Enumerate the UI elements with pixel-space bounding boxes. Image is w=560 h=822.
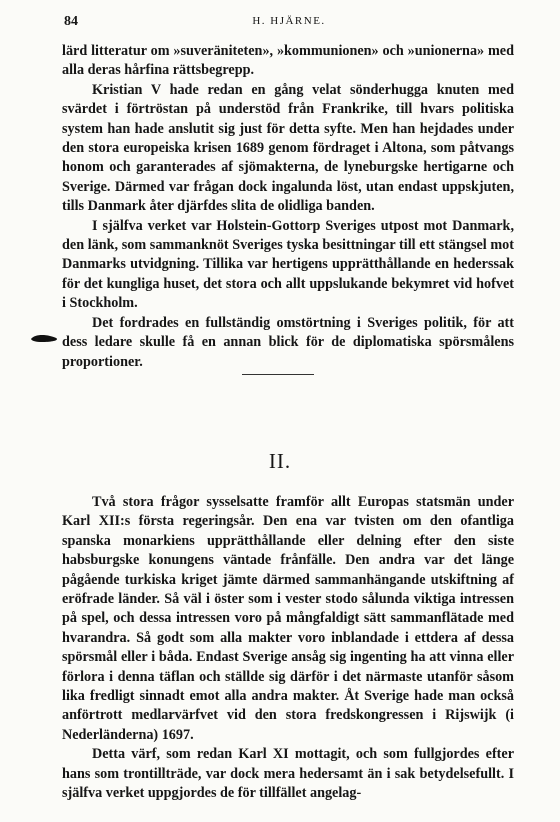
- paragraph-continuation: lärd litteratur om »suveräniteten», »kommunionen» och »unionerna» med alla deras hårfina rättsbegrepp.: [62, 43, 514, 79]
- paragraph-kristian-v: Kristian V hade redan en gång velat sönderhugga knuten med svärdet i förtröstan på understöd från Frankrike, till hvars politiska system han hade anslutit sig just för detta syfte. Men han hejdades under den stora europeiska krisen 1689 genom fördraget i Altona, som påtvangs honom och garanterades af sjömakterna, de lyneburgske hertigarne och Sverige. Därmed var frågan dock ingalunda löst, utan endast uppskjuten, tills Danmark åter djärfdes slita de olidliga banden.: [62, 81, 514, 215]
- page-number: 84: [64, 14, 78, 29]
- ink-blot-mark: [30, 334, 58, 343]
- paragraph-policy-change: Det fordrades en fullständig omstörtning i Sveriges politik, för att dess ledare skulle få en annan blick för de diplomatiska spörsmålens proportioner.: [62, 314, 514, 370]
- page-header: [64, 14, 514, 30]
- section-heading: II.: [268, 449, 292, 473]
- section-divider-rule: [242, 374, 314, 375]
- paragraph-two-questions: Två stora frågor sysselsatte framför allt Europas statsmän under Karl XII:s första regeringsår. Den ena var tvisten om den ofantliga spanska monarkiens upprätthållande eller delning efter den siste habsburgske konungens väntade frånfälle. Den andra var det länge pågående turkiska kriget jämte därmed sammanhängande utskiftning af eröfrade länder. Så väl i öster som i vester stodo sålunda viktiga intressen på spel, och dessa intressen voro på mångfaldigt sätt sammanflätade med hvarandra. Så godt som alla makter voro inblandade i ettdera af dessa spörsmål eller i båda. Endast Sverige ansåg sig ingenting ha att vinna eller förlora i denna täflan och ställde sig därför i det närmaste utanför såsom lika fredligt sinnadt emot alla andra makter. Åt Sverige hade man också anförtrott medlarvärfvet vid den stora fredskongressen i Rijswijk (i Nederländerna) 1697.: [62, 494, 514, 743]
- paragraph-holstein-gottorp: I själfva verket var Holstein-Gottorp Sveriges utpost mot Danmark, den länk, som sammanknöt Sveriges tyska besittningar till ett stängsel mot Danmarks utvidgning. Tillika var hertigens upprätthållande en hederssak för det kungliga huset, det stora och allt uppslukande bekymret vid hofvet i Stockholm.: [62, 217, 514, 312]
- running-head: H. HJÄRNE.: [252, 15, 326, 27]
- paragraph-mediation: Detta värf, som redan Karl XI mottagit, och som fullgjordes efter hans som trontillträde, var dock mera hedersamt än i sak betydelsefullt. I själfva verket uppgjordes de för tillfället angelag-: [62, 746, 514, 802]
- text-block-continued: [62, 42, 514, 372]
- text-block-section-two: [62, 493, 514, 804]
